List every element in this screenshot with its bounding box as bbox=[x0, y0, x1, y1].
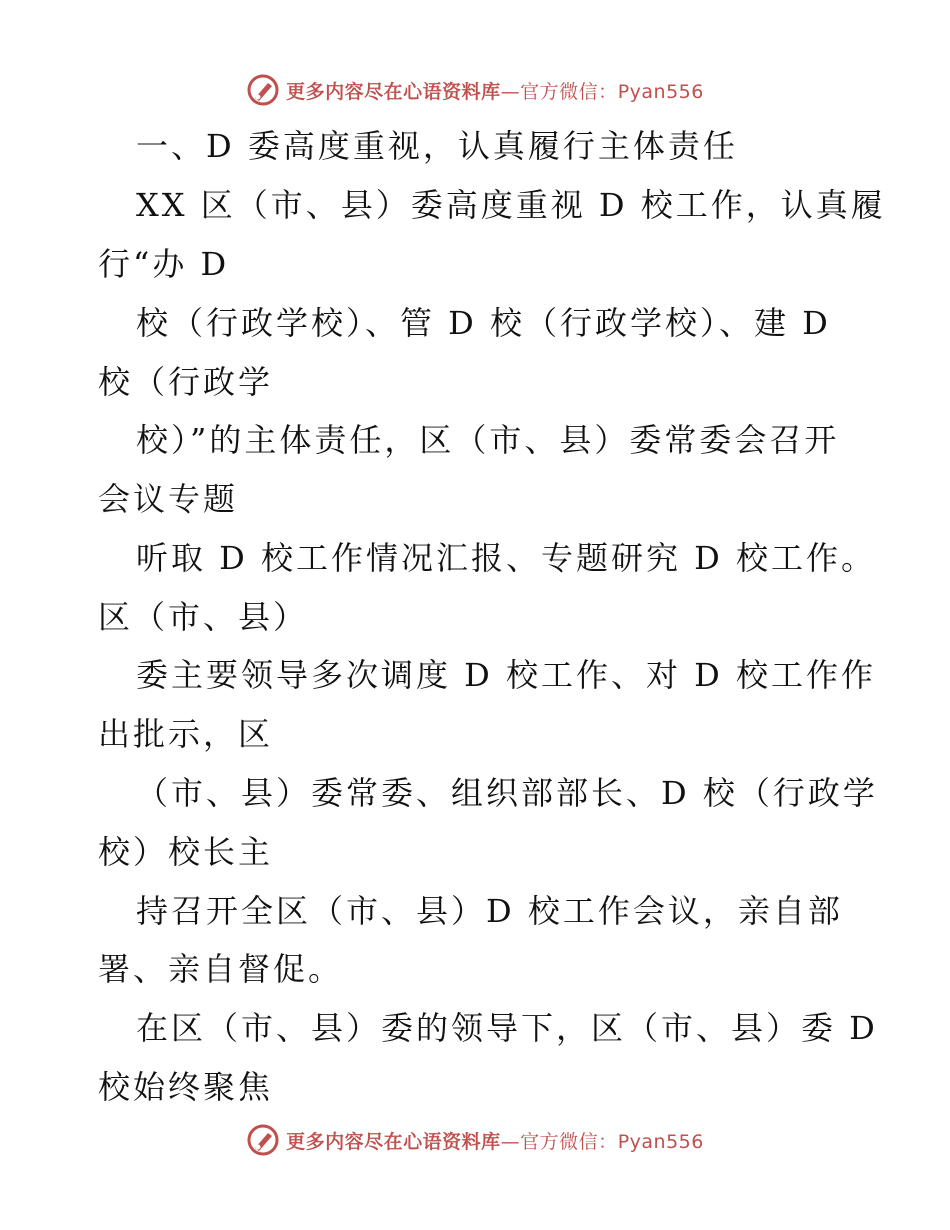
watermark-cn: 更多内容尽在心语资料库 bbox=[286, 80, 501, 103]
watermark-label: 官方微信： bbox=[520, 80, 618, 103]
watermark-header bbox=[0, 70, 950, 110]
watermark-wechat-id: Pyan556 bbox=[617, 1130, 704, 1153]
pen-logo-icon bbox=[246, 73, 280, 107]
text-line: 校始终聚焦 bbox=[98, 1068, 274, 1106]
text-line: 校（行政学校）、管 D 校（行政学校）、建 D bbox=[136, 304, 831, 342]
text-line: XX 区（市、县）委高度重视 D 校工作，认真履 bbox=[136, 186, 886, 224]
text-line: （市、县）委常委、组织部部长、D 校（行政学 bbox=[136, 774, 878, 812]
watermark-wechat-id: Pyan556 bbox=[617, 80, 704, 103]
text-line: 在区（市、县）委的领导下，区（市、县）委 D bbox=[136, 1009, 878, 1047]
watermark-footer bbox=[0, 1120, 950, 1160]
text-line: 听取 D 校工作情况汇报、专题研究 D 校工作。 bbox=[136, 539, 877, 577]
watermark-dash: — bbox=[500, 1130, 521, 1153]
watermark-label: 官方微信： bbox=[520, 1130, 618, 1153]
text-line: 署、亲自督促。 bbox=[98, 950, 344, 988]
watermark-dash: — bbox=[500, 80, 521, 103]
text-line: 委主要领导多次调度 D 校工作、对 D 校工作作 bbox=[136, 656, 877, 694]
text-line: 区（市、县） bbox=[98, 598, 309, 636]
text-line: 持召开全区（市、县）D 校工作会议，亲自部 bbox=[136, 892, 843, 930]
pen-logo-icon bbox=[246, 1123, 280, 1157]
text-line: 校）”的主体责任，区（市、县）委常委会召开 bbox=[136, 421, 840, 459]
text-line: 行“办 D bbox=[98, 245, 230, 283]
text-line: 校（行政学 bbox=[98, 363, 274, 401]
watermark-text bbox=[286, 77, 704, 104]
watermark-text bbox=[286, 1127, 704, 1154]
text-line: 校）校长主 bbox=[98, 833, 274, 871]
watermark-cn: 更多内容尽在心语资料库 bbox=[286, 1130, 501, 1153]
section-heading: 一、D 委高度重视，认真履行主体责任 bbox=[136, 127, 738, 165]
text-line: 会议专题 bbox=[98, 480, 239, 518]
text-line: 出批示，区 bbox=[98, 715, 274, 753]
